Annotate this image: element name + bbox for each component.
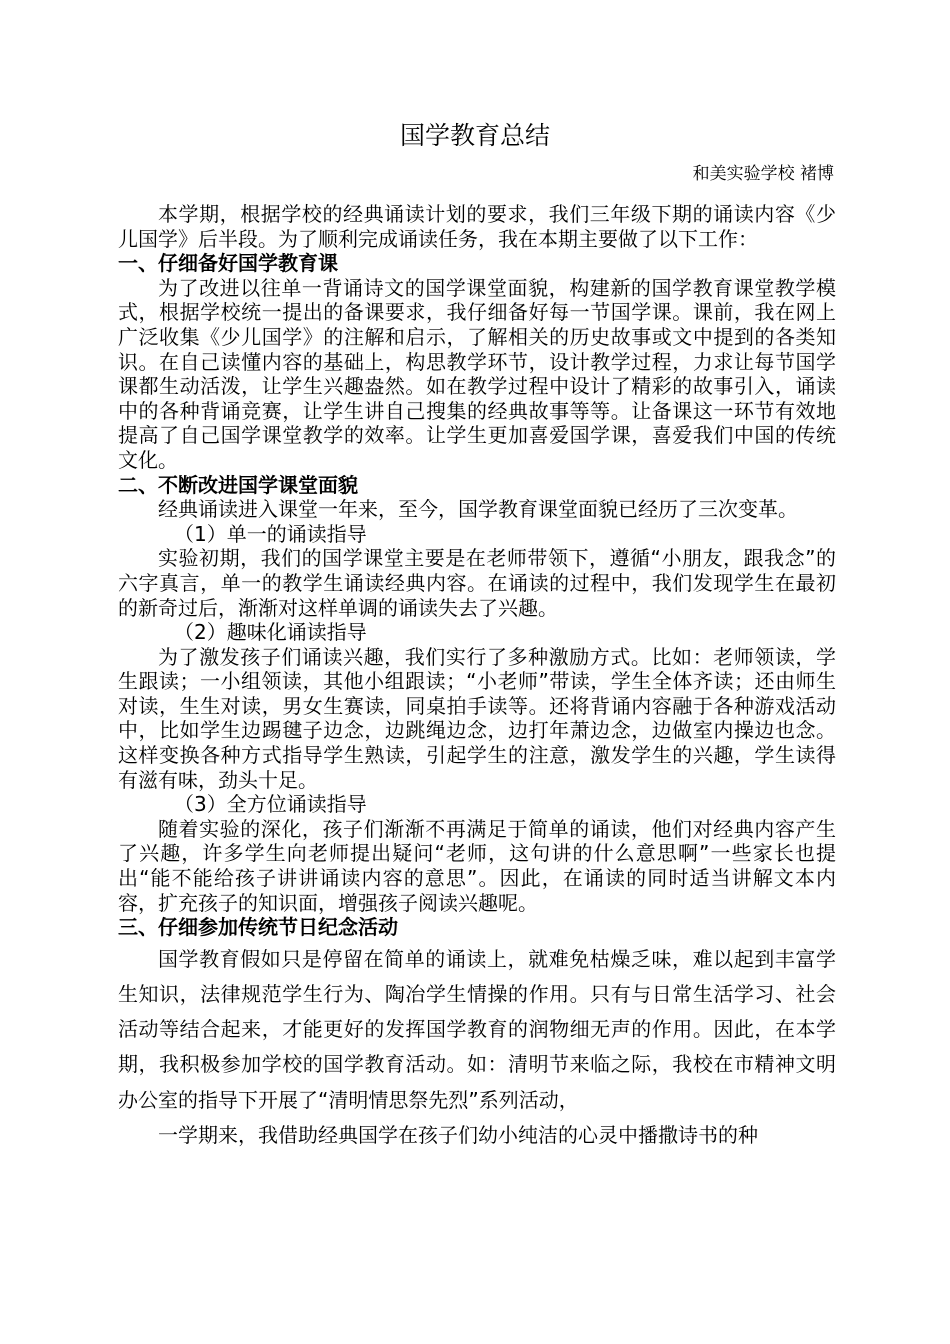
section3-paragraph: 国学教育假如只是停留在简单的诵读上，就难免枯燥乏味，难以起到丰富学生知识，法律规范学生行为、陶冶学生情操的作用。只有与日常生活学习、社会活动等结合起来，才能更好的发挥国学教育的润物细无声的作用。因此，在本学期，我积极参加学校的国学教育活动。如：清明节来临之际，我校在市精神文明办公室的指导下开展了“清明情思祭先烈”系列活动， [118,946,836,1112]
author-line: 和美实验学校 褚博 [692,164,834,184]
section2-paragraph: 经典诵读进入课堂一年来，至今，国学教育课堂面貌已经历了三次变革。 [158,497,798,522]
section2-sub2-text: 为了激发孩子们诵读兴趣，我们实行了多种激励方式。比如：老师领读，学生跟读；一小组领读，其他小组跟读；“小老师”带读，学生全体齐读；还由师生对读，生生对读，男女生赛读，同桌拍手读等。还将背诵内容融于各种游戏活动中，比如学生边踢毽子边念，边跳绳边念，边打年萧边念，边做室内操边也念。这样变换各种方式指导学生熟读，引起学生的注意，激发学生的兴趣，学生读得有滋有味，劲头十足。 [118,644,836,792]
intro-paragraph: 本学期，根据学校的经典诵读计划的要求，我们三年级下期的诵读内容《少儿国学》后半段。为了顺利完成诵读任务，我在本期主要做了以下工作： [118,202,836,251]
section1-heading: 一、仔细备好国学教育课 [118,251,338,276]
document-title: 国学教育总结 [399,121,550,150]
document-body [118,202,836,1153]
section1-paragraph: 为了改进以往单一背诵诗文的国学课堂面貌，构建新的国学教育课堂教学模式，根据学校统一提出的备课要求，我仔细备好每一节国学课。课前，我在网上广泛收集《少儿国学》的注解和启示，了解相关的历史故事或文中提到的各类知识。在自己读懂内容的基础上，构思教学环节，设计教学过程，力求让每节国学课都生动活泼，让学生兴趣盎然。如在教学过程中设计了精彩的故事引入，诵读中的各种背诵竞赛，让学生讲自己搜集的经典故事等等。让备课这一环节有效地提高了自己国学课堂教学的效率。让学生更加喜爱国学课，喜爱我们中国的传统文化。 [118,275,836,472]
section2-sub2-title: （2）趣味化诵读指导 [174,620,367,645]
section2-sub1-text: 实验初期，我们的国学课堂主要是在老师带领下，遵循“小朋友，跟我念”的六字真言，单一的教学生诵读经典内容。在诵读的过程中，我们发现学生在最初的新奇过后，渐渐对这样单调的诵读失去了兴趣。 [118,546,836,620]
section2-sub3-title: （3）全方位诵读指导 [174,792,367,817]
section2-heading: 二、不断改进国学课堂面貌 [118,472,358,497]
section3-heading: 三、仔细参加传统节日纪念活动 [118,915,398,940]
section2-sub1-title: （1）单一的诵读指导 [174,521,367,546]
section2-sub3-text: 随着实验的深化，孩子们渐渐不再满足于简单的诵读，他们对经典内容产生了兴趣，许多学生向老师提出疑问“老师，这句讲的什么意思啊”一些家长也提出“能不能给孩子讲讲诵读内容的意思”。因此，在诵读的同时适当讲解文本内容，扩充孩子的知识面，增强孩子阅读兴趣呢。 [118,816,836,915]
closing-paragraph: 一学期来，我借助经典国学在孩子们幼小纯洁的心灵中播撒诗书的种 [158,1122,758,1147]
